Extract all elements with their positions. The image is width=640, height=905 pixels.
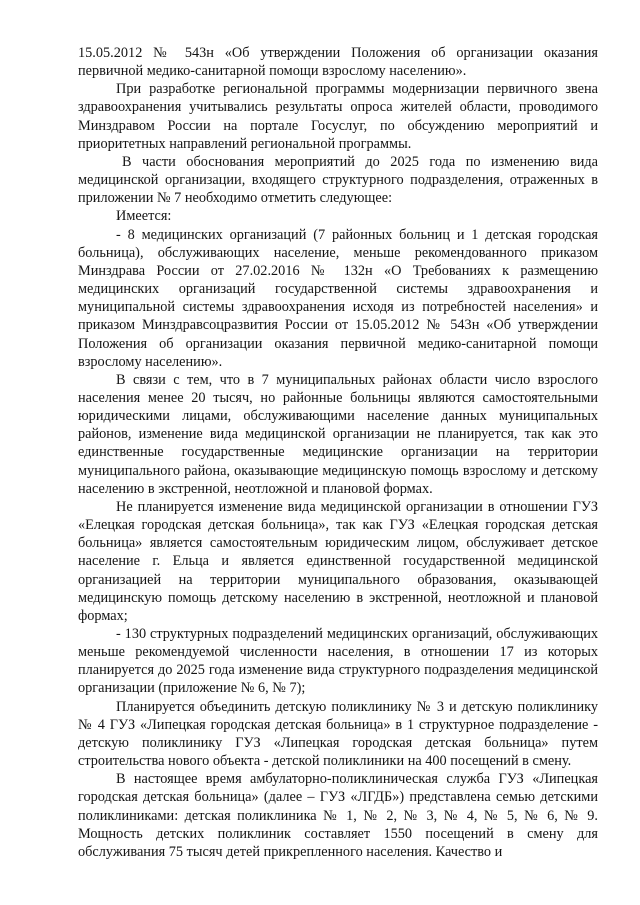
paragraph-measures-justification: В части обоснования мероприятий до 2025 года по изменению вида медицинской организации, входящего структурного подразделения, отраженных в приложении № 7 необходимо отметить следующее:: [78, 153, 598, 207]
paragraph-yelets-hospital: Не планируется изменение вида медицинской организации в отношении ГУЗ «Елецкая городская детская больница», так как ГУЗ «Елецкая городская детская больница» является самостоятельным юридическим лицом, обслуживает детское население г. Ельца и является единственной государственной медицинской организацией на территории муниципального образования, оказывающей медицинскую помощь детскому населению в экстренной, неотложной и плановой формах;: [78, 498, 598, 624]
paragraph-regional-program: При разработке региональной программы модернизации первичного звена здравоохранения учитывались результаты опроса жителей области, проводимого Минздравом России на портале Госуслуг, по обсуждению мероприятий и приоритетных направлений региональной программы.: [78, 81, 598, 152]
paragraph-polyclinic-merge: Планируется объединить детскую поликлинику № 3 и детскую поликлинику № 4 ГУЗ «Липецкая городская детская больница» в 1 структурное подразделение - детскую поликлинику ГУЗ «Липецкая городская детская больница» путем строительства нового объекта - детской поликлиники на 400 посещений в смену.: [78, 698, 598, 770]
paragraph-order-reference: 15.05.2012 № 543н «Об утверждении Положения об организации оказания первичной медико-санитарной помощи взрослому населению».: [78, 45, 598, 80]
paragraph-available-label: Имеется:: [116, 208, 172, 225]
paragraph-medical-organizations: - 8 медицинских организаций (7 районных больниц и 1 детская городская больница), обслуживающих население, меньше рекомендованного приказом Минздрава России от 27.02.2016 № 132н «О Требованиях к размещению медицинских организаций государственной системы здравоохранения и муниципальной системы здравоохранения исходя из потребностей населения» и приказом Минздравсоцразвития России от 15.05.2012 № 543н «Об утверждении Положения об организации оказания первичной медико-санитарной помощи взрослому населению».: [78, 226, 598, 370]
paragraph-municipal-districts: В связи с тем, что в 7 муниципальных районах области число взрослого населения менее 20 тысяч, но районные больницы являются самостоятельными юридическими лицами, обслуживающими население данных муниципальных районов, изменение вида медицинской организации не планируется, так как это единственные государственные медицинские организации на территории муниципального района, оказывающие медицинскую помощь взрослому и детскому населению в экстренной, неотложной и плановой формах.: [78, 371, 598, 497]
paragraph-outpatient-service: В настоящее время амбулаторно-поликлиническая служба ГУЗ «Липецкая городская детская больница» (далее – ГУЗ «ЛГДБ») представлена семью детскими поликлиниками: детская поликлиника № 1, № 2, № 3, № 4, № 5, № 6, № 9. Мощность детских поликлиник составляет 1550 посещений в смену для обслуживания 75 тысяч детей прикрепленного населения. Качество и: [78, 771, 598, 860]
document-body: [78, 44, 598, 861]
paragraph-structural-units: - 130 структурных подразделений медицинских организаций, обслуживающих меньше рекомендуемой численности населения, в отношении 17 из которых планируется до 2025 года изменение вида структурного подразделения медицинской организации (приложение № 6, № 7);: [78, 626, 598, 697]
